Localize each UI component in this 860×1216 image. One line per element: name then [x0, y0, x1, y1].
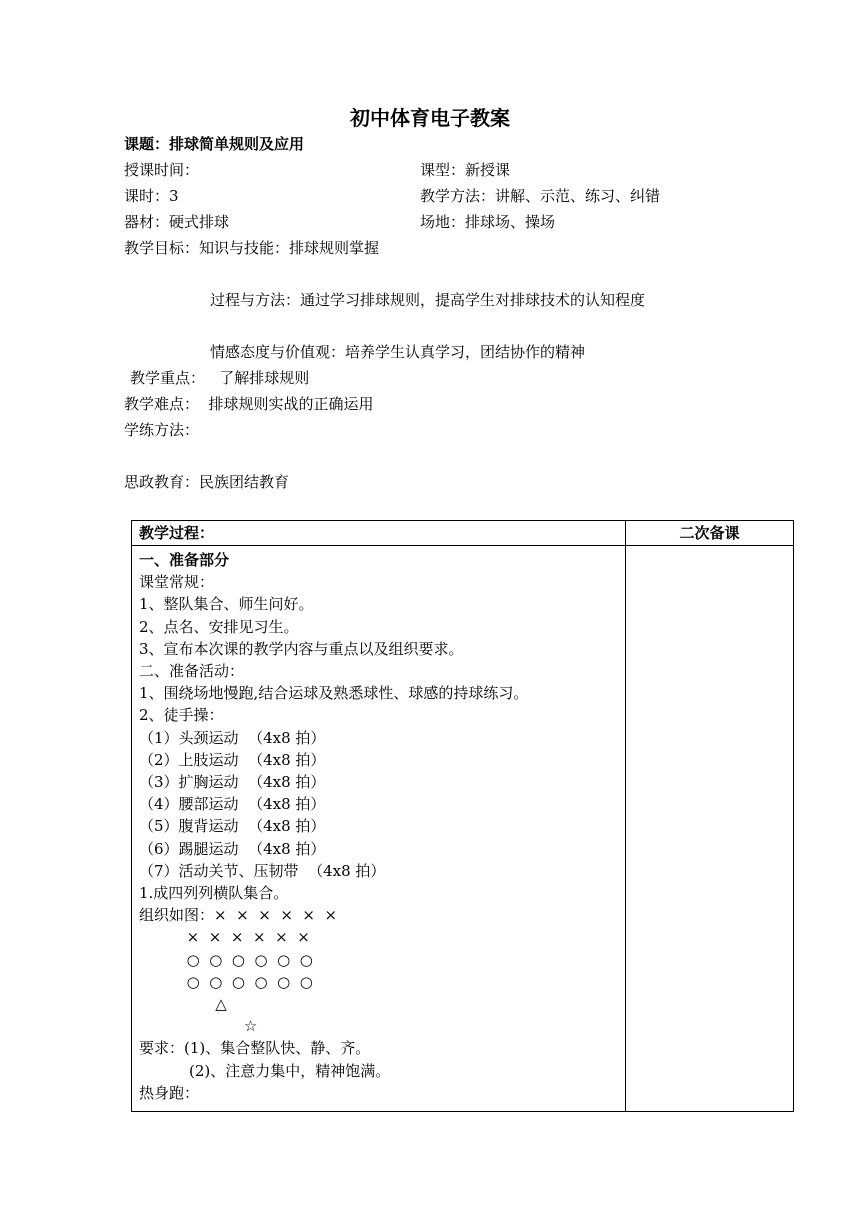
list-item: 二、准备活动： — [139, 662, 245, 681]
list-item: 1、围绕场地慢跑,结合运球及熟悉球性、球感的持球练习。 — [139, 684, 529, 703]
list-item: 3、宣布本次课的教学内容与重点以及组织要求。 — [139, 639, 464, 658]
goal-knowledge: 教学目标：知识与技能：排球规则掌握 — [124, 239, 380, 257]
key-point: 教学重点： 了解排球规则 — [130, 369, 310, 387]
teaching-time: 授课时间： — [124, 161, 200, 179]
formation-row: ○ ○ ○ ○ ○ ○ — [139, 950, 313, 969]
topic: 课题：排球简单规则及应用 — [124, 135, 305, 153]
lesson-type: 课型：新授课 — [420, 161, 511, 179]
formation-row: ☆ — [139, 1017, 258, 1036]
lesson-period: 课时：3 — [124, 187, 179, 205]
list-item: （2）上肢运动 （4x8 拍） — [139, 750, 326, 769]
formation-row: △ — [139, 995, 227, 1014]
requirement-2: (2)、注意力集中，精神饱满。 — [189, 1061, 391, 1080]
notes-content — [626, 546, 794, 1112]
requirement-1: 要求：(1)、集合整队快、静、齐。 — [139, 1039, 371, 1058]
formation-row: 组织如图：× × × × × × — [139, 906, 338, 925]
venue: 场地：排球场、操场 — [420, 213, 556, 231]
list-item: 课堂常规： — [139, 573, 215, 592]
process-table — [131, 520, 794, 1112]
formation-row: ○ ○ ○ ○ ○ ○ — [139, 972, 313, 991]
list-item: （1）头颈运动 （4x8 拍） — [139, 728, 326, 747]
list-item: 2、点名、安排见习生。 — [139, 617, 299, 636]
equipment: 器材：硬式排球 — [124, 213, 230, 231]
practice-method: 学练方法： — [124, 421, 200, 439]
col-process-header: 教学过程： — [132, 521, 626, 546]
list-item: 1、整队集合、师生问好。 — [139, 595, 314, 614]
list-item: （7）活动关节、压韧带 （4x8 拍） — [139, 861, 386, 880]
ideology-education: 思政教育：民族团结教育 — [124, 473, 290, 491]
formation-row: × × × × × × — [139, 928, 310, 947]
list-item: （4）腰部运动 （4x8 拍） — [139, 795, 326, 814]
difficulty: 教学难点： 排球规则实战的正确运用 — [124, 395, 374, 413]
goal-attitude: 情感态度与价值观：培养学生认真学习，团结协作的精神 — [210, 343, 586, 361]
teaching-method: 教学方法：讲解、示范、练习、纠错 — [420, 187, 661, 205]
col-notes-header: 二次备课 — [626, 521, 794, 546]
list-item: 1.成四列列横队集合。 — [139, 884, 289, 903]
page-title: 初中体育电子教案 — [350, 106, 510, 130]
list-item: （5）腹背运动 （4x8 拍） — [139, 817, 326, 836]
section-heading: 一、准备部分 — [139, 551, 230, 569]
list-item: （6）踢腿运动 （4x8 拍） — [139, 839, 326, 858]
warmup-run: 热身跑： — [139, 1083, 200, 1102]
list-item: （3）扩胸运动 （4x8 拍） — [139, 773, 326, 792]
goal-process: 过程与方法：通过学习排球规则，提高学生对排球技术的认知程度 — [210, 291, 646, 309]
process-content — [132, 546, 626, 1112]
list-item: 2、徒手操： — [139, 706, 224, 725]
